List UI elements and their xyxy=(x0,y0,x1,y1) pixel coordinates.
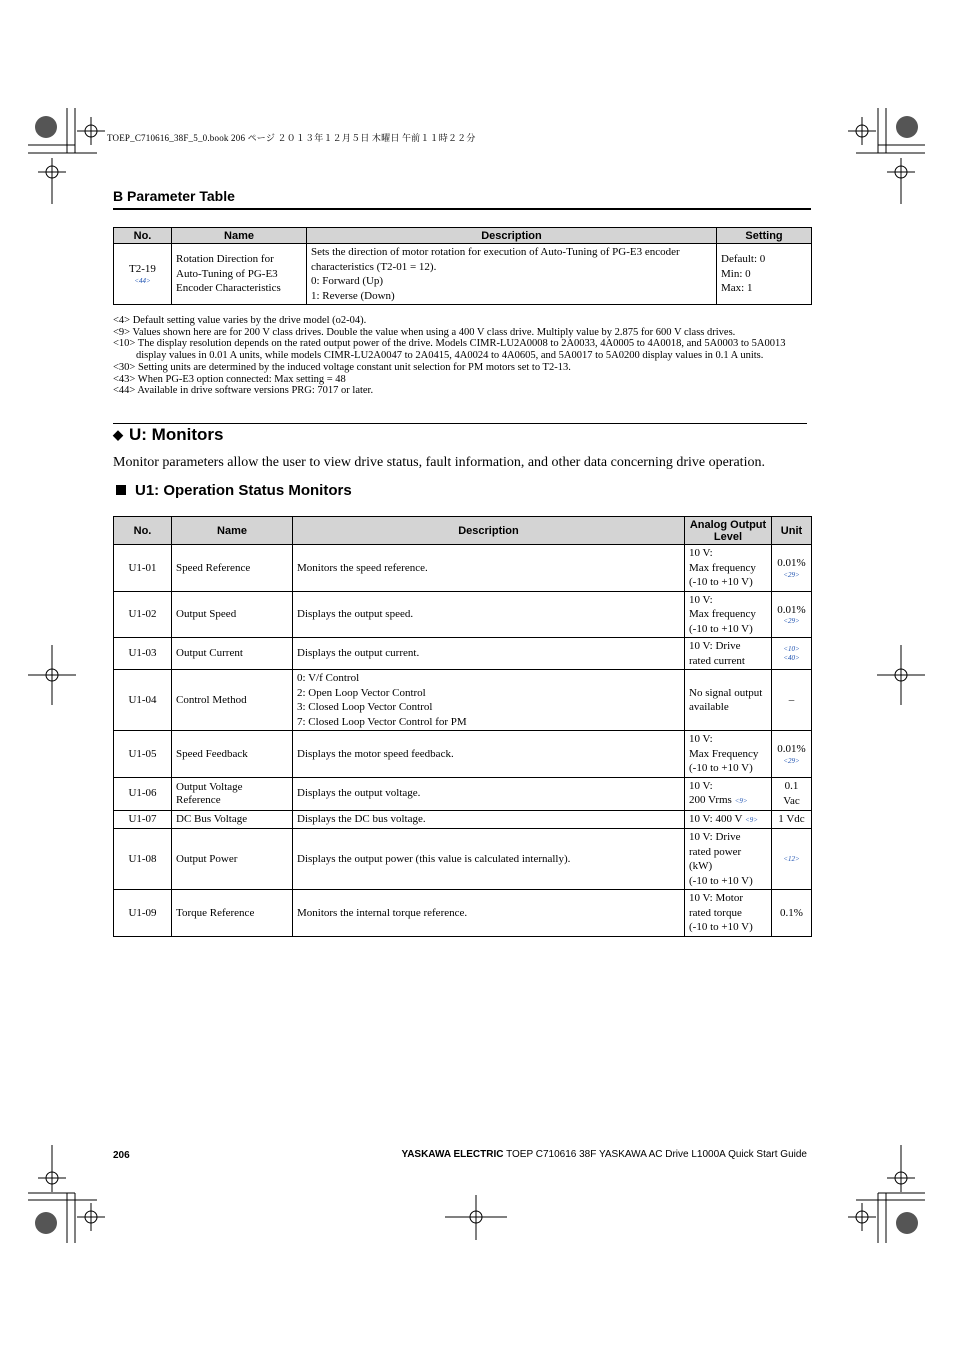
footer-doc-title xyxy=(401,1149,807,1160)
diamond-icon: ◆ xyxy=(113,427,123,442)
table-row xyxy=(114,591,812,638)
param-ref: <44> xyxy=(134,276,151,285)
footnote: <43> When PG-E3 option connected: Max setting = 48 xyxy=(113,373,346,385)
monitor-no: U1-01 xyxy=(114,545,172,592)
monitor-unit: 0.1% xyxy=(772,890,812,937)
monitor-no: U1-09 xyxy=(114,890,172,937)
footnote: <4> Default setting value varies by the drive model (o2-04). xyxy=(113,315,367,326)
monitor-name: Output Power xyxy=(172,829,293,890)
unit-ref: <29> xyxy=(783,756,800,765)
table-row xyxy=(114,810,812,829)
table-row xyxy=(114,777,812,810)
monitor-analog: 10 V: 200 Vrms <9> xyxy=(685,777,772,810)
monitor-analog: 10 V: Max frequency (-10 to +10 V) xyxy=(685,545,772,592)
monitor-name: Control Method xyxy=(172,670,293,731)
monitor-analog: 10 V: Drive rated current xyxy=(685,638,772,670)
monitor-description: Displays the output power (this value is calculated internally). xyxy=(293,829,685,890)
monitor-name: DC Bus Voltage xyxy=(172,810,293,829)
monitors-description: Monitor parameters allow the user to view drive status, fault information, and other data concerning drive operation. xyxy=(113,455,765,470)
table-row xyxy=(114,829,812,890)
monitor-name: Speed Reference xyxy=(172,545,293,592)
monitor-analog: 10 V: 400 V <9> xyxy=(685,810,772,829)
header-description: Description xyxy=(307,228,717,244)
monitor-name: Output Speed xyxy=(172,591,293,638)
monitor-name: Output Voltage Reference xyxy=(172,777,293,810)
monitor-analog: 10 V: Max Frequency (-10 to +10 V) xyxy=(685,731,772,778)
monitor-no: U1-02 xyxy=(114,591,172,638)
header-unit: Unit xyxy=(772,517,812,545)
footer-brand: YASKAWA ELECTRIC xyxy=(401,1149,504,1160)
monitor-name: Torque Reference xyxy=(172,890,293,937)
header-analog: Analog Output Level xyxy=(685,517,772,545)
monitor-description: Displays the DC bus voltage. xyxy=(293,810,685,829)
monitor-analog: 10 V: Motor rated torque (-10 to +10 V) xyxy=(685,890,772,937)
header-no: No. xyxy=(114,517,172,545)
monitor-description: Displays the motor speed feedback. xyxy=(293,731,685,778)
section-header: B Parameter Table xyxy=(113,188,235,204)
parameter-table xyxy=(113,227,812,305)
section-rule xyxy=(113,208,811,210)
header-no: No. xyxy=(114,228,172,244)
monitor-no: U1-06 xyxy=(114,777,172,810)
monitor-description: Monitors the speed reference. xyxy=(293,545,685,592)
monitor-no: U1-04 xyxy=(114,670,172,731)
monitor-analog: 10 V: Max frequency (-10 to +10 V) xyxy=(685,591,772,638)
monitor-description: Displays the output current. xyxy=(293,638,685,670)
monitor-name: Output Current xyxy=(172,638,293,670)
param-description: Sets the direction of motor rotation for execution of Auto-Tuning of PG-E3 encoder characteristics (T2-01 = 12). 0: Forward (Up) 1: Reverse (Down) xyxy=(307,244,717,305)
subsection-title: U1: Operation Status Monitors xyxy=(116,482,352,499)
monitor-unit: 1 Vdc xyxy=(772,810,812,829)
monitor-no: U1-03 xyxy=(114,638,172,670)
monitor-unit: 0.01% <29> xyxy=(772,591,812,638)
table-row xyxy=(114,890,812,937)
header-name: Name xyxy=(172,228,307,244)
unit-ref: <29> xyxy=(783,617,800,625)
header-description: Description xyxy=(293,517,685,545)
monitor-no: U1-05 xyxy=(114,731,172,778)
table-row xyxy=(114,545,812,592)
monitor-unit: 0.01% <29> xyxy=(772,545,812,592)
header-name: Name xyxy=(172,517,293,545)
footnote: <10> The display resolution depends on the rated output power of the drive. Models CIMR-LU2A0008 to 2A0033, 4A0005 to 4A0018, and 5A0003 to 5A0013 display values in 0.01 A units, while models CIMR-LU2A0047 to 2A0415, 4A0024 to 4A0605, and 5A0017 to 5A0200 display values in 0.1 A units. xyxy=(113,338,786,362)
table-row xyxy=(114,244,812,305)
square-bullet-icon xyxy=(116,485,126,495)
monitor-no: U1-08 xyxy=(114,829,172,890)
monitor-analog: No signal output available xyxy=(685,670,772,731)
monitor-unit: 0.01% <29> xyxy=(772,731,812,778)
footnote: <9> Values shown here are for 200 V class drives. Double the value when using a 400 V class drive. Multiply value by 2.875 for 600 V class drives. xyxy=(113,326,736,338)
monitor-unit: 0.1 Vac xyxy=(772,777,812,810)
monitor-description: Displays the output voltage. xyxy=(293,777,685,810)
monitors-title: ◆ U: Monitors xyxy=(113,425,224,444)
monitor-analog: 10 V: Drive rated power (kW) (-10 to +10 V) xyxy=(685,829,772,890)
footnote: <30> Setting units are determined by the induced voltage constant unit selection for PM motors set to T2-13. xyxy=(113,361,571,373)
monitor-no: U1-07 xyxy=(114,810,172,829)
unit-ref: <29> xyxy=(783,570,800,579)
page-number: 206 xyxy=(113,1150,130,1161)
table-row xyxy=(114,670,812,731)
monitor-unit xyxy=(772,829,812,890)
monitor-unit xyxy=(772,638,812,670)
unit-ref: <10> <40> xyxy=(783,644,800,662)
table-row xyxy=(114,638,812,670)
footnote: <44> Available in drive software versions PRG: 7017 or later. xyxy=(113,385,374,397)
monitor-description: Displays the output speed. xyxy=(293,591,685,638)
param-no: T2-19 <44> xyxy=(114,244,172,305)
monitors-rule xyxy=(113,423,807,424)
footer-doc: TOEP C710616 38F YASKAWA AC Drive L1000A Quick Start Guide xyxy=(503,1149,807,1160)
monitor-name: Speed Feedback xyxy=(172,731,293,778)
footnotes xyxy=(113,315,813,397)
monitor-unit: – xyxy=(772,670,812,731)
monitor-description: Monitors the internal torque reference. xyxy=(293,890,685,937)
print-line: TOEP_C710616_38F_5_0.book 206 ページ ２０１３年１２月５日 木曜日 午前１１時２２分 xyxy=(107,133,476,143)
param-name: Rotation Direction for Auto-Tuning of PG-E3 Encoder Characteristics xyxy=(172,244,307,305)
analog-ref: <9> xyxy=(745,815,758,824)
table-row xyxy=(114,731,812,778)
analog-ref: <9> xyxy=(734,797,748,805)
monitor-description: 0: V/f Control 2: Open Loop Vector Control 3: Closed Loop Vector Control 7: Closed Loop Vector Control for PM xyxy=(293,670,685,731)
monitor-table xyxy=(113,516,812,937)
unit-ref: <12> xyxy=(783,854,800,863)
param-setting: Default: 0 Min: 0 Max: 1 xyxy=(717,244,812,305)
header-setting: Setting xyxy=(717,228,812,244)
